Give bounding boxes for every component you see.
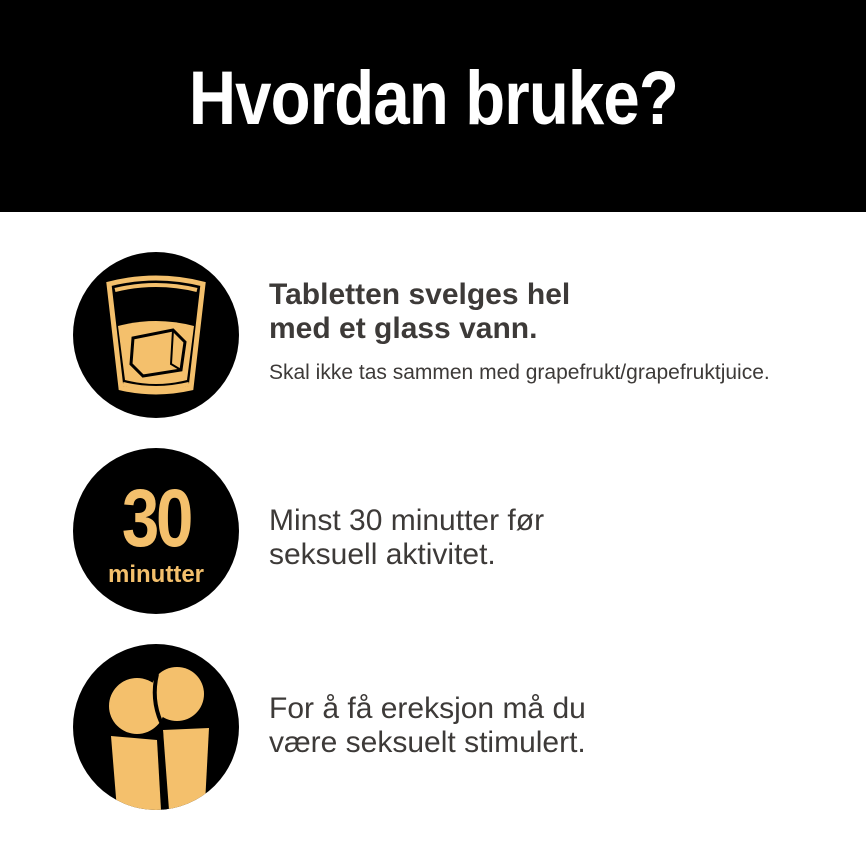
- step-2-line-1: Minst 30 minutter før: [269, 504, 545, 537]
- step-2-text: [269, 504, 544, 572]
- step-1-note: Skal ikke tas sammen med grapefrukt/grapefruktjuice.: [269, 361, 770, 384]
- step-3-line-2: være seksuelt stimulert.: [269, 726, 586, 759]
- step-1-text: [269, 278, 770, 386]
- icon-number: 30: [121, 473, 191, 564]
- header-banner: [0, 0, 866, 212]
- step-3-line-1: For å få ereksjon må du: [269, 692, 586, 725]
- step-2-line-2: seksuell aktivitet.: [269, 538, 496, 571]
- glass-of-water-icon: [73, 252, 239, 418]
- page-title: Hvordan bruke?: [188, 55, 678, 141]
- 30-minutes-icon: [73, 448, 239, 614]
- step-3-text: [269, 692, 586, 760]
- step-1-line-2: med et glass vann.: [269, 312, 538, 345]
- icon-unit: minutter: [108, 561, 204, 588]
- couple-icon: [73, 644, 239, 810]
- step-1-line-1: Tabletten svelges hel: [269, 278, 571, 311]
